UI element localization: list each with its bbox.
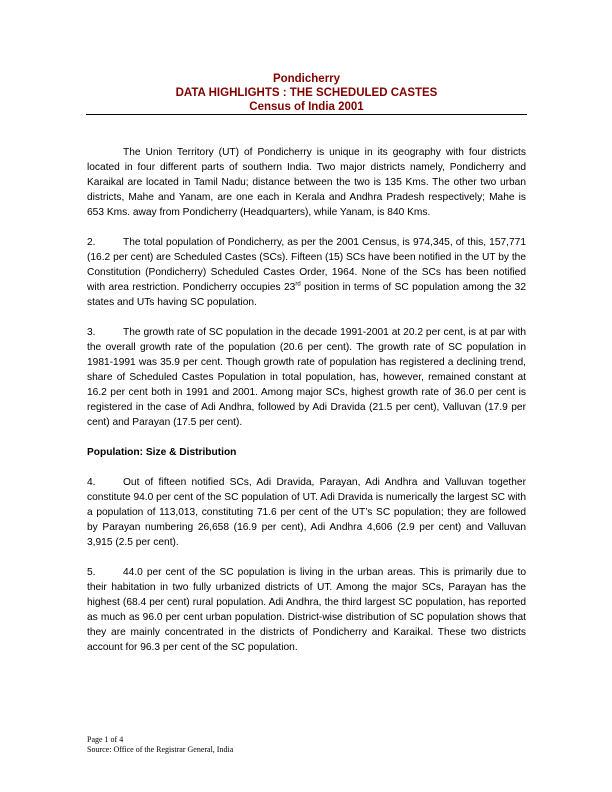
paragraph-2-superscript: rd: [295, 281, 301, 288]
page-number: Page 1 of 4: [87, 735, 124, 744]
header-subtitle: Census of India 2001: [249, 101, 364, 113]
paragraph-5-text: 44.0 per cent of the SC population is living in the urban areas. This is primarily due to their habitation in two fully urbanized districts of UT. Among the major SCs, Parayan has the highest (68.4 per cent) rural population. Adi Andhra, the third largest SC population, has reported as much as 96.0 per cent urban population. District-wise distribution of SC population shows that they are mainly concentrated in the districts of Pondicherry and Karaikal. These two districts account for 96.3 per cent of the SC population.: [87, 567, 526, 653]
paragraph-4-text: Out of fifteen notified SCs, Adi Dravida, Parayan, Adi Andhra and Valluvan together constitute 94.0 per cent of the SC population of UT. Adi Dravida is numerically the largest SC with a population of 113,013, constituting 71.6 per cent of the UT’s SC population; they are followed by Parayan numbering 26,658 (16.9 per cent), Adi Andhra 4,606 (2.9 per cent) and Valluvan 3,915 (2.5 per cent).: [87, 477, 526, 548]
paragraph-3-number: 3.: [87, 327, 96, 338]
document-header: [86, 72, 527, 114]
document-body: [87, 145, 526, 670]
paragraph-4-number: 4.: [87, 477, 96, 488]
paragraph-4: [87, 475, 526, 550]
section-heading: Population: Size & Distribution: [87, 447, 237, 458]
paragraph-2: [87, 235, 526, 310]
paragraph-1-text: The Union Territory (UT) of Pondicherry is unique in its geography with four districts located in four different parts of southern India. Two major districts namely, Pondicherry and Karaikal are located in Tamil Nadu; distance between the two is 135 Kms. The other two urban districts, Mahe and Yanam, are one each in Kerala and Andhra Pradesh respectively; Mahe is 653 Kms. away from Pondicherry (Headquarters), while Yanam, is 840 Kms.: [87, 147, 526, 218]
paragraph-2-number: 2.: [87, 237, 96, 248]
paragraph-2-text-b: position in terms of SC population among the 32 states and UTs having SC population.: [87, 282, 527, 308]
header-title: DATA HIGHLIGHTS : THE SCHEDULED CASTES: [175, 87, 438, 99]
paragraph-3-text: The growth rate of SC population in the decade 1991-2001 at 20.2 per cent, is at par with the overall growth rate of the population (20.6 per cent). The growth rate of SC population in 1981-1991 was 35.9 per cent. Though growth rate of population has registered a declining trend, share of Scheduled Castes Population in total population, has, however, remained constant at 16.2 per cent both in 1991 and 2001. Among major SCs, highest growth rate of 36.0 per cent is registered in the case of Adi Andhra, followed by Adi Dravida (21.5 per cent), Valluvan (17.9 per cent) and Parayan (17.5 per cent).: [87, 327, 526, 428]
paragraph-1: [87, 145, 526, 220]
source-note: Source: Office of the Registrar General, India: [87, 745, 234, 754]
paragraph-2-text-a: The total population of Pondicherry, as per the 2001 Census, is 974,345, of this, 157,771 (16.2 per cent) are Scheduled Castes (SCs). Fifteen (15) SCs have been notified in the UT by the Constitution (Pondicherry) Scheduled Castes Order, 1964. None of the SCs has been notified with area restriction. Pondicherry occupies 23: [87, 237, 526, 293]
paragraph-5: [87, 565, 526, 655]
header-state-name: Pondicherry: [272, 73, 341, 85]
page-footer: [87, 735, 233, 755]
header-divider: [86, 114, 527, 115]
paragraph-5-number: 5.: [87, 567, 96, 578]
paragraph-3: [87, 325, 526, 430]
